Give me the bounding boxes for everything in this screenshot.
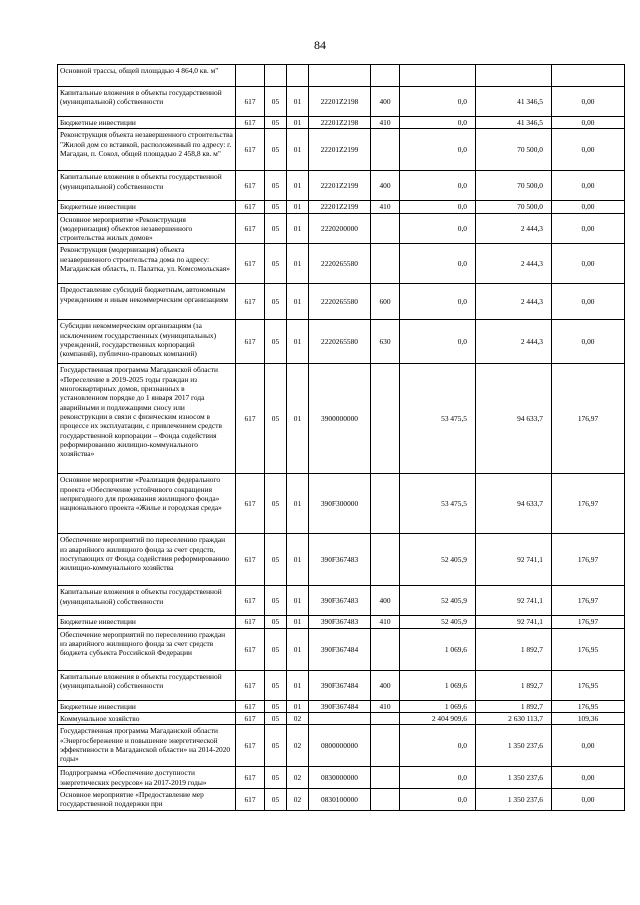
row-sum-planned-cell: 0,0: [400, 171, 476, 201]
row-ved-cell: 617: [236, 725, 265, 767]
row-pr-cell: 02: [287, 788, 309, 810]
row-pr-cell: 02: [287, 767, 309, 789]
row-sum-planned-cell: 1 069,6: [400, 670, 476, 700]
row-sum-actual-cell: [476, 65, 552, 87]
row-pr-cell: 02: [287, 725, 309, 767]
row-csr-cell: [309, 713, 371, 725]
row-name-cell: Капитальные вложения в объекты государственной (муниципальной) собственности: [58, 670, 236, 700]
row-pr-cell: 01: [287, 87, 309, 117]
row-pr-cell: 01: [287, 171, 309, 201]
row-rz-cell: 05: [265, 474, 287, 534]
row-sum-actual-cell: 2 630 113,7: [476, 713, 552, 725]
row-percent-cell: 0,00: [552, 87, 625, 117]
row-sum-actual-cell: 1 892,7: [476, 700, 552, 712]
row-rz-cell: 05: [265, 284, 287, 320]
row-rz-cell: [265, 65, 287, 87]
row-percent-cell: 176,97: [552, 474, 625, 534]
row-csr-cell: 2220265580: [309, 284, 371, 320]
row-sum-actual-cell: 1 892,7: [476, 670, 552, 700]
row-vr-cell: [371, 213, 400, 244]
row-csr-cell: 390F367483: [309, 534, 371, 586]
row-percent-cell: 109,36: [552, 713, 625, 725]
row-name-cell: Капитальные вложения в объекты государственной (муниципальной) собственности: [58, 87, 236, 117]
row-ved-cell: 617: [236, 788, 265, 810]
row-csr-cell: 22201Z2199: [309, 201, 371, 213]
row-vr-cell: 400: [371, 171, 400, 201]
table-row: [58, 713, 625, 725]
row-sum-planned-cell: 52 405,9: [400, 534, 476, 586]
row-percent-cell: 0,00: [552, 213, 625, 244]
row-percent-cell: 176,95: [552, 670, 625, 700]
row-rz-cell: 05: [265, 788, 287, 810]
row-ved-cell: 617: [236, 586, 265, 616]
table-row: [58, 767, 625, 789]
row-vr-cell: [371, 725, 400, 767]
row-vr-cell: 410: [371, 616, 400, 628]
row-rz-cell: 05: [265, 201, 287, 213]
row-percent-cell: 0,00: [552, 725, 625, 767]
row-sum-planned-cell: 53 475,5: [400, 364, 476, 474]
table-row: [58, 534, 625, 586]
row-sum-actual-cell: 70 500,0: [476, 129, 552, 171]
row-vr-cell: [371, 628, 400, 670]
row-name-cell: Капитальные вложения в объекты государственной (муниципальной) собственности: [58, 586, 236, 616]
row-pr-cell: 01: [287, 201, 309, 213]
row-sum-actual-cell: 1 350 237,6: [476, 725, 552, 767]
row-name-cell: Подпрограмма «Обеспечение доступности энергетических ресурсов» на 2017-2019 годы»: [58, 767, 236, 789]
row-pr-cell: 01: [287, 586, 309, 616]
row-csr-cell: 3900000000: [309, 364, 371, 474]
table-row: [58, 117, 625, 129]
page-number: 84: [314, 38, 326, 52]
row-percent-cell: 176,95: [552, 628, 625, 670]
row-vr-cell: 400: [371, 586, 400, 616]
table-row: [58, 474, 625, 534]
row-vr-cell: [371, 767, 400, 789]
row-sum-actual-cell: 1 350 237,6: [476, 767, 552, 789]
row-ved-cell: 617: [236, 213, 265, 244]
row-sum-planned-cell: 0,0: [400, 284, 476, 320]
row-ved-cell: 617: [236, 767, 265, 789]
row-pr-cell: 01: [287, 700, 309, 712]
table-row: [58, 586, 625, 616]
row-name-cell: Основное мероприятие «Реконструкция (модернизация) объектов незавершенного строительства жилых домов»: [58, 213, 236, 244]
row-csr-cell: 2220265580: [309, 244, 371, 284]
row-percent-cell: [552, 65, 625, 87]
row-pr-cell: [287, 65, 309, 87]
row-sum-actual-cell: 2 444,3: [476, 284, 552, 320]
row-csr-cell: 0830000000: [309, 767, 371, 789]
row-percent-cell: 176,97: [552, 616, 625, 628]
row-pr-cell: 01: [287, 628, 309, 670]
row-vr-cell: 600: [371, 284, 400, 320]
row-vr-cell: [371, 65, 400, 87]
table-row: [58, 788, 625, 810]
row-csr-cell: 0830100000: [309, 788, 371, 810]
row-name-cell: Бюджетные инвестиции: [58, 201, 236, 213]
row-name-cell: Коммунальное хозяйство: [58, 713, 236, 725]
row-ved-cell: 617: [236, 474, 265, 534]
row-rz-cell: 05: [265, 725, 287, 767]
row-sum-actual-cell: 1 892,7: [476, 628, 552, 670]
row-csr-cell: 390F367484: [309, 670, 371, 700]
row-ved-cell: 617: [236, 364, 265, 474]
row-sum-actual-cell: 92 741,1: [476, 616, 552, 628]
budget-table: [57, 64, 625, 811]
table-row: [58, 213, 625, 244]
row-percent-cell: 0,00: [552, 284, 625, 320]
table-row: [58, 320, 625, 364]
row-name-cell: Бюджетные инвестиции: [58, 700, 236, 712]
row-sum-actual-cell: 92 741,1: [476, 586, 552, 616]
row-csr-cell: 390F367484: [309, 700, 371, 712]
row-csr-cell: 22201Z2199: [309, 171, 371, 201]
row-pr-cell: 01: [287, 364, 309, 474]
row-ved-cell: 617: [236, 320, 265, 364]
table-row: [58, 700, 625, 712]
row-rz-cell: 05: [265, 244, 287, 284]
row-ved-cell: 617: [236, 87, 265, 117]
row-ved-cell: 617: [236, 171, 265, 201]
row-sum-planned-cell: 52 405,9: [400, 586, 476, 616]
row-rz-cell: 05: [265, 320, 287, 364]
row-name-cell: Субсидии некоммерческим организациям (за исключением государственных (муниципальных) учреждений, государственных корпораций (компаний), публично-правовых компаний): [58, 320, 236, 364]
row-percent-cell: 0,00: [552, 767, 625, 789]
row-vr-cell: 410: [371, 117, 400, 129]
row-csr-cell: 2220265580: [309, 320, 371, 364]
row-vr-cell: [371, 364, 400, 474]
row-sum-planned-cell: 0,0: [400, 767, 476, 789]
row-name-cell: Предоставление субсидий бюджетным, автономным учреждениям и иным некоммерческим организациям: [58, 284, 236, 320]
table-row: [58, 201, 625, 213]
row-sum-planned-cell: 1 069,6: [400, 628, 476, 670]
row-pr-cell: 01: [287, 534, 309, 586]
row-vr-cell: 630: [371, 320, 400, 364]
row-sum-actual-cell: 41 346,5: [476, 117, 552, 129]
row-pr-cell: 01: [287, 616, 309, 628]
row-csr-cell: 22201Z2198: [309, 117, 371, 129]
row-vr-cell: [371, 474, 400, 534]
row-percent-cell: 176,95: [552, 700, 625, 712]
row-sum-actual-cell: 70 500,0: [476, 201, 552, 213]
row-rz-cell: 05: [265, 670, 287, 700]
row-name-cell: Основной трассы, общей площадью 4 864,0 кв. м": [58, 65, 236, 87]
row-csr-cell: 390F367483: [309, 586, 371, 616]
row-pr-cell: 01: [287, 474, 309, 534]
row-sum-actual-cell: 1 350 237,6: [476, 788, 552, 810]
row-ved-cell: 617: [236, 713, 265, 725]
row-sum-planned-cell: 0,0: [400, 725, 476, 767]
row-rz-cell: 05: [265, 534, 287, 586]
row-rz-cell: 05: [265, 586, 287, 616]
row-name-cell: Обеспечение мероприятий по переселению граждан из аварийного жилищного фонда за счет средств бюджета субъекта Российской Федерации: [58, 628, 236, 670]
row-percent-cell: 0,00: [552, 201, 625, 213]
row-percent-cell: 0,00: [552, 129, 625, 171]
row-name-cell: Бюджетные инвестиции: [58, 616, 236, 628]
row-csr-cell: 390F367483: [309, 616, 371, 628]
row-vr-cell: 410: [371, 700, 400, 712]
row-sum-planned-cell: 1 069,6: [400, 700, 476, 712]
row-pr-cell: 01: [287, 670, 309, 700]
row-rz-cell: 05: [265, 700, 287, 712]
row-name-cell: Капитальные вложения в объекты государственной (муниципальной) собственности: [58, 171, 236, 201]
table-row: [58, 628, 625, 670]
row-ved-cell: 617: [236, 670, 265, 700]
row-csr-cell: 0800000000: [309, 725, 371, 767]
row-ved-cell: 617: [236, 534, 265, 586]
row-sum-actual-cell: 2 444,3: [476, 213, 552, 244]
row-sum-planned-cell: 0,0: [400, 320, 476, 364]
row-name-cell: Реконструкция объекта незавершенного строительства "Жилой дом со вставкой, расположенный по адресу: г. Магадан, п. Сокол, общей площадью 2 458,8 кв. м": [58, 129, 236, 171]
row-csr-cell: [309, 65, 371, 87]
row-rz-cell: 05: [265, 213, 287, 244]
row-percent-cell: 176,97: [552, 534, 625, 586]
table-row: [58, 171, 625, 201]
row-vr-cell: 400: [371, 87, 400, 117]
table-row: [58, 616, 625, 628]
row-pr-cell: 01: [287, 284, 309, 320]
row-percent-cell: 0,00: [552, 117, 625, 129]
row-sum-actual-cell: 2 444,3: [476, 320, 552, 364]
row-vr-cell: [371, 713, 400, 725]
row-ved-cell: 617: [236, 244, 265, 284]
row-rz-cell: 05: [265, 117, 287, 129]
row-ved-cell: 617: [236, 284, 265, 320]
row-pr-cell: 02: [287, 713, 309, 725]
table-row: [58, 244, 625, 284]
row-pr-cell: 01: [287, 244, 309, 284]
table-row: [58, 725, 625, 767]
row-percent-cell: 176,97: [552, 364, 625, 474]
row-rz-cell: 05: [265, 767, 287, 789]
row-sum-planned-cell: 0,0: [400, 87, 476, 117]
row-name-cell: Реконструкция (модернизация) объекта незавершенного строительства дома по адресу: Магаданская область, п. Палатка, ул. Комсомольская»: [58, 244, 236, 284]
table-row: [58, 129, 625, 171]
row-rz-cell: 05: [265, 616, 287, 628]
table-row: [58, 284, 625, 320]
row-csr-cell: 390F300000: [309, 474, 371, 534]
row-ved-cell: [236, 65, 265, 87]
row-pr-cell: 01: [287, 320, 309, 364]
table-row: [58, 364, 625, 474]
row-name-cell: Основное мероприятие «Предоставление мер государственной поддержки при: [58, 788, 236, 810]
row-csr-cell: 2220200000: [309, 213, 371, 244]
row-name-cell: Государственная программа Магаданской области «Энергосбережение и повышение энергетической эффективности в Магаданской области» на 2014-2020 годы»: [58, 725, 236, 767]
row-sum-actual-cell: 94 633,7: [476, 474, 552, 534]
row-vr-cell: 400: [371, 670, 400, 700]
row-sum-planned-cell: 0,0: [400, 788, 476, 810]
row-sum-planned-cell: 0,0: [400, 117, 476, 129]
row-rz-cell: 05: [265, 129, 287, 171]
row-ved-cell: 617: [236, 616, 265, 628]
table-row: [58, 670, 625, 700]
table-body: [58, 65, 625, 811]
row-percent-cell: 0,00: [552, 171, 625, 201]
row-percent-cell: 176,97: [552, 586, 625, 616]
row-sum-actual-cell: 70 500,0: [476, 171, 552, 201]
row-vr-cell: [371, 129, 400, 171]
row-name-cell: Государственная программа Магаданской области «Переселение в 2019-2025 годы граждан из многоквартирных домов, признанных в установленном порядке до 1 января 2017 года аварийными и подлежащими сносу или реконструкции в связи с физическим износом в процессе их эксплуатации, с привлечением средств государственной корпорации – Фонда содействия реформированию жилищно-коммунального хозяйства»: [58, 364, 236, 474]
row-csr-cell: 22201Z2198: [309, 87, 371, 117]
row-vr-cell: [371, 244, 400, 284]
table-row: [58, 87, 625, 117]
row-sum-actual-cell: 94 633,7: [476, 364, 552, 474]
row-rz-cell: 05: [265, 87, 287, 117]
row-sum-planned-cell: 0,0: [400, 244, 476, 284]
row-vr-cell: [371, 534, 400, 586]
row-rz-cell: 05: [265, 713, 287, 725]
row-vr-cell: [371, 788, 400, 810]
row-sum-planned-cell: 52 405,9: [400, 616, 476, 628]
row-pr-cell: 01: [287, 129, 309, 171]
row-rz-cell: 05: [265, 171, 287, 201]
row-pr-cell: 01: [287, 117, 309, 129]
row-ved-cell: 617: [236, 129, 265, 171]
table-row: [58, 65, 625, 87]
row-ved-cell: 617: [236, 201, 265, 213]
row-sum-planned-cell: 53 475,5: [400, 474, 476, 534]
row-sum-planned-cell: 2 404 909,6: [400, 713, 476, 725]
row-name-cell: Обеспечение мероприятий по переселению граждан из аварийного жилищного фонда за счет средств, поступающих от Фонда содействия реформированию жилищно-коммунального хозяйства: [58, 534, 236, 586]
row-csr-cell: 22201Z2199: [309, 129, 371, 171]
row-percent-cell: 0,00: [552, 244, 625, 284]
row-sum-planned-cell: [400, 65, 476, 87]
row-name-cell: Бюджетные инвестиции: [58, 117, 236, 129]
row-sum-actual-cell: 2 444,3: [476, 244, 552, 284]
row-csr-cell: 390F367484: [309, 628, 371, 670]
row-vr-cell: 410: [371, 201, 400, 213]
row-name-cell: Основное мероприятие «Реализация федерального проекта «Обеспечение устойчивого сокращения непригодного для проживания жилищного фонда» национального проекта «Жилье и городская среда»: [58, 474, 236, 534]
row-percent-cell: 0,00: [552, 320, 625, 364]
row-rz-cell: 05: [265, 364, 287, 474]
row-sum-planned-cell: 0,0: [400, 213, 476, 244]
row-pr-cell: 01: [287, 213, 309, 244]
row-ved-cell: 617: [236, 117, 265, 129]
row-sum-planned-cell: 0,0: [400, 201, 476, 213]
row-ved-cell: 617: [236, 700, 265, 712]
row-sum-planned-cell: 0,0: [400, 129, 476, 171]
row-percent-cell: 0,00: [552, 788, 625, 810]
row-rz-cell: 05: [265, 628, 287, 670]
row-ved-cell: 617: [236, 628, 265, 670]
row-sum-actual-cell: 92 741,1: [476, 534, 552, 586]
row-sum-actual-cell: 41 346,5: [476, 87, 552, 117]
